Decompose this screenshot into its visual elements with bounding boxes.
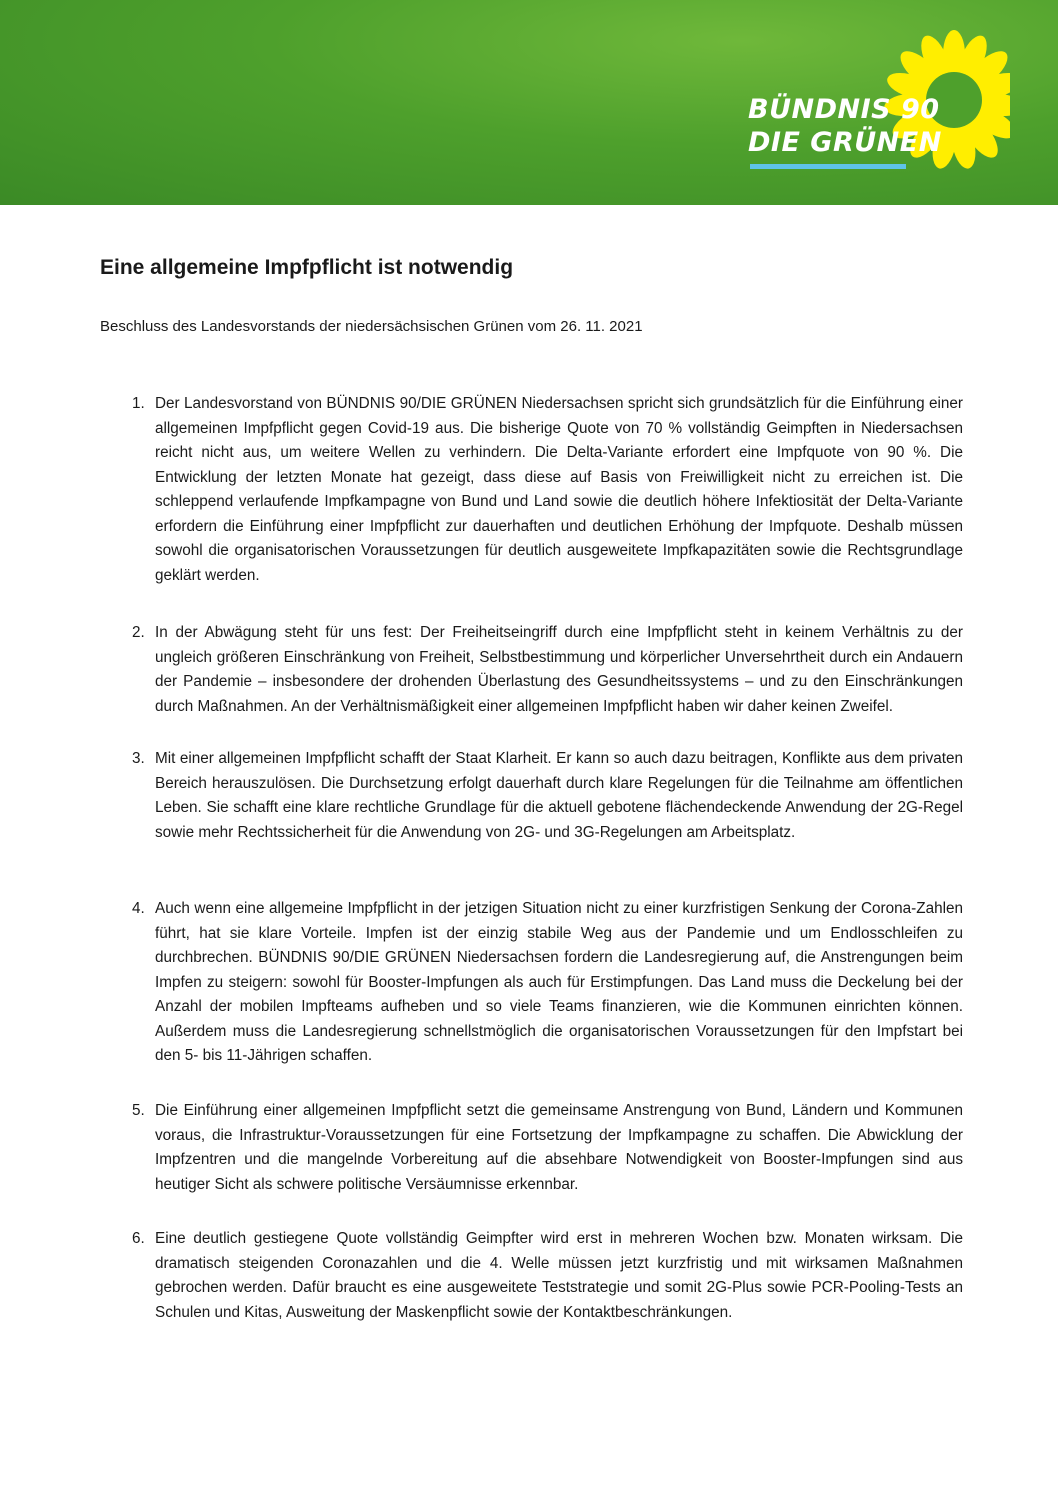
list-item-number: 5. (132, 1102, 145, 1119)
list-item-text: In der Abwägung steht für uns fest: Der Freiheitseingriff durch eine Impfpflicht steht in keinem Verhältnis zu der ungleich größeren Einschränkung von Freiheit, Selbstbestimmung und körperlicher Unversehrtheit durch ein Andauern der Pandemie – insbesondere der drohenden Überlastung des Gesundheitssystems – und zu den Einschränkungen durch Maßnahmen. An der Verhältnismäßigkeit einer allgemeinen Impfpflicht haben wir daher keinen Zweifel. (155, 624, 963, 715)
list-item-text: Der Landesvorstand von BÜNDNIS 90/DIE GRÜNEN Niedersachsen spricht sich grundsätzlich für die Einführung einer allgemeinen Impfpflicht gegen Covid-19 aus. Die bisherige Quote von 70 % vollständig Geimpften in Niedersachsen reicht nicht aus, um weitere Wellen zu verhindern. Die Delta-Variante erfordert eine Impfquote von 90 %. Die Entwicklung der letzten Monate hat gezeigt, dass diese auf Basis von Freiwilligkeit nicht zu erreichen ist. Die schleppend verlaufende Impfkampagne von Bund und Land sowie die deutlich höhere Infektiosität der Delta-Variante erfordern die Einführung einer Impfpflicht zur dauerhaften und deutlichen Erhöhung der Impfquote. Deshalb müssen sowohl die organisatorischen Voraussetzungen für deutlich ausgeweitete Impfkapazitäten sowie die Rechtsgrundlage geklärt werden. (155, 395, 963, 584)
document-subtitle: Beschluss des Landesvorstands der niedersächsischen Grünen vom 26. 11. 2021 (100, 318, 643, 335)
header-band (0, 0, 1058, 205)
list-item-text: Eine deutlich gestiegene Quote vollständig Geimpfter wird erst in mehreren Wochen bzw. Monaten wirksam. Die dramatisch steigenden Coronazahlen und die 4. Welle müssen jetzt kurzfristig und mit wirksamen Maßnahmen gebrochen werden. Dafür braucht es eine ausgeweitete Teststrategie und somit 2G-Plus sowie PCR-Pooling-Tests an Schulen und Kitas, Ausweitung der Maskenpflicht sowie der Kontaktbeschränkungen. (155, 1230, 963, 1321)
document-title: Eine allgemeine Impfpflicht ist notwendig (100, 256, 514, 279)
list-item-text: Auch wenn eine allgemeine Impfpflicht in der jetzigen Situation nicht zu einer kurzfristigen Senkung der Corona-Zahlen führt, hat sie klare Vorteile. Impfen ist der einzig stabile Weg aus der Pandemie und um Endlosschleifen zu durchbrechen. BÜNDNIS 90/DIE GRÜNEN Niedersachsen fordern die Landesregierung auf, die Anstrengungen beim Impfen zu steigern: sowohl für Booster-Impfungen als auch für Erstimpfungen. Das Land muss die Deckelung bei der Anzahl der mobilen Impfteams aufheben und so viele Teams finanzieren, wie die Kommunen einrichten können. Außerdem muss die Landesregierung schnellstmöglich die organisatorischen Voraussetzungen für den Impfstart bei den 5- bis 11-Jährigen schaffen. (155, 900, 963, 1064)
list-item-number: 3. (132, 750, 145, 767)
list-item-number: 1. (132, 395, 145, 412)
logo-text-line2: DIE GRÜNEN (748, 127, 942, 158)
list-item-number: 4. (132, 900, 145, 917)
list-item-text: Die Einführung einer allgemeinen Impfpflicht setzt die gemeinsame Anstrengung von Bund, Ländern und Kommunen voraus, die Infrastruktur-Voraussetzungen für eine Fortsetzung der Impfkampagne zu schaffen. Die Abwicklung der Impfzentren und die mangelnde Vorbereitung auf die absehbare Notwendigkeit von Booster-Impfungen sind aus heutiger Sicht als schwere politische Versäumnisse erkennbar. (155, 1102, 963, 1193)
logo-text-line1: BÜNDNIS 90 (748, 94, 940, 125)
list-item-text: Mit einer allgemeinen Impfpflicht schafft der Staat Klarheit. Er kann so auch dazu beitragen, Konflikte aus dem privaten Bereich herauszulösen. Die Durchsetzung erfolgt dauerhaft durch klare Regelungen für die Teilnahme am öffentlichen Leben. Sie schafft eine klare rechtliche Grundlage für die aktuell gebotene flächendeckende Anwendung der 2G-Regel sowie mehr Rechtssicherheit für die Anwendung von 2G- und 3G-Regelungen am Arbeitsplatz. (155, 750, 963, 841)
list-item-number: 6. (132, 1230, 145, 1247)
list-item-number: 2. (132, 624, 145, 641)
logo-underline (750, 164, 906, 169)
party-logo (748, 30, 1010, 180)
